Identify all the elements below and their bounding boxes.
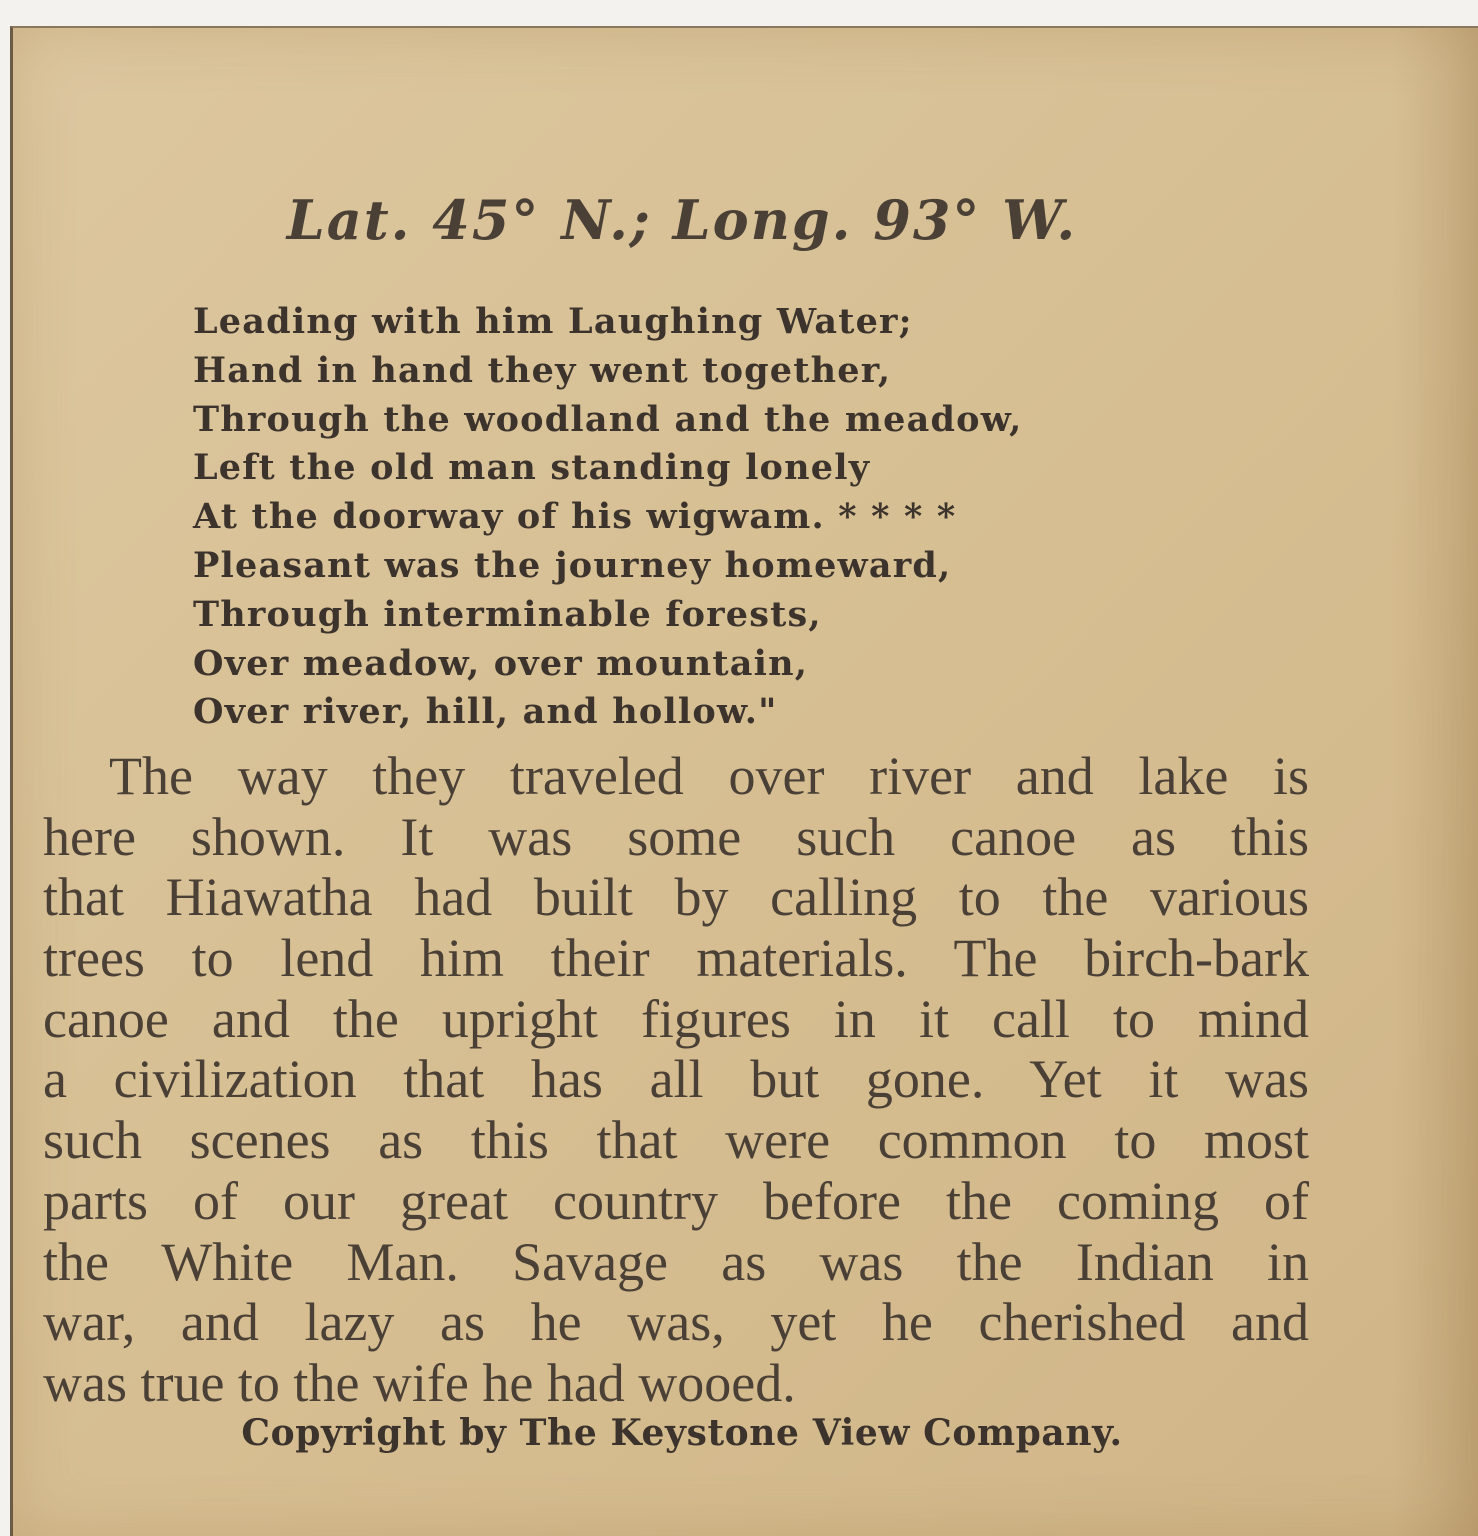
paragraph-line: that Hiawatha had built by calling to the various — [43, 867, 1309, 928]
paragraph-line: was true to the wife he had wooed. — [43, 1352, 796, 1413]
verse-line: Left the old man standing lonely — [193, 447, 871, 489]
verse-line: Leading with him Laughing Water; — [193, 301, 913, 342]
paragraph-line: a civilization that has all but gone. Yet it was — [43, 1049, 1309, 1110]
paragraph-line: trees to lend him their materials. The birch-bark — [43, 928, 1309, 989]
coordinates-heading: Lat. 45° N.; Long. 93° W. — [286, 188, 1078, 252]
paragraph-line: war, and lazy as he was, yet he cherished and — [43, 1292, 1309, 1353]
verse-line: Through interminable forests, — [193, 593, 822, 635]
paragraph-line: parts of our great country before the coming of — [43, 1170, 1309, 1231]
verse-line: Over meadow, over mountain, — [193, 642, 809, 684]
copyright-notice: Copyright by The Keystone View Company. — [241, 1412, 1123, 1454]
paragraph-line: here shown. It was some such canoe as this — [43, 806, 1309, 867]
verse-line: Through the woodland and the meadow, — [193, 398, 1023, 440]
paragraph-line: such scenes as this that were common to most — [43, 1110, 1309, 1171]
paragraph-line: The way they traveled over river and lake is — [109, 746, 1309, 806]
verse-line: Pleasant was the journey homeward, — [193, 544, 952, 586]
stereoview-card-back — [10, 26, 1478, 1536]
description-paragraph — [43, 746, 1309, 1414]
verse-line: Over river, hill, and hollow." — [193, 691, 778, 733]
verse-line: At the doorway of his wigwam. * * * * — [193, 496, 957, 538]
verse-line: Hand in hand they went together, — [193, 349, 892, 391]
paragraph-line: the White Man. Savage as was the Indian in — [43, 1231, 1309, 1292]
poem-verse — [193, 298, 1023, 737]
paragraph-line: canoe and the upright figures in it call to mind — [43, 988, 1309, 1049]
